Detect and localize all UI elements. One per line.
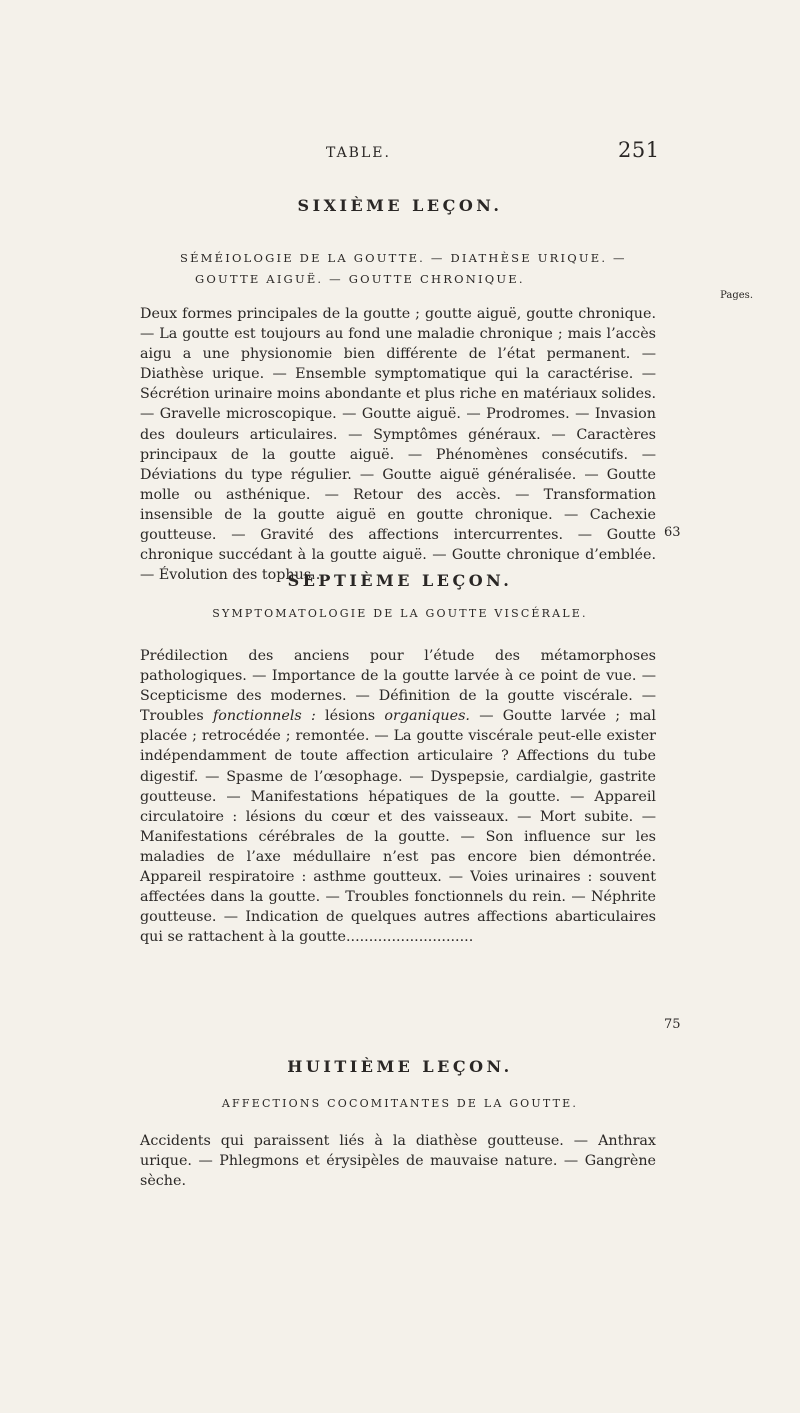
lesson-8-subtitle: AFFECTIONS COCOMITANTES DE LA GOUTTE. [221,1097,579,1110]
running-head [0,138,800,169]
lesson-7-subtitle: SYMPTOMATOLOGIE DE LA GOUTTE VISCÉRALE. [212,607,588,620]
lesson-6-summary: Deux formes principales de la goutte ; goutte aiguë, goutte chronique. — La goutte est toujours au fond une maladie chronique ; mais l’accès aigu a une physionomie bien différente de l’état permanent. — Diathèse urique. — Ensemble symptomatique qui la caractérise. — Sécrétion urinaire moins abondante et plus riche en matériaux solides. — Gravelle microscopique. — Goutte aiguë. — Prodromes. — Invasion des douleurs articulaires. — Symptômes généraux. — Caractères principaux de la goutte aiguë. — Phénomènes consécutifs. — Déviations du type régulier. — Goutte aiguë généralisée. — Goutte molle ou asthénique. — Retour des accès. — Transformation insensible de la goutte aiguë en goutte chronique. — Cachexie goutteuse. — Gravité des affections intercurrentes. — Goutte chronique succédant à la goutte aiguë. — Goutte chronique d’emblée. — Évolution des tophus.. [140,306,656,584]
lesson-7-summary [140,646,656,947]
lesson-6-subtitle: SÉMÉIOLOGIE DE LA GOUTTE. — DIATHÈSE URIQUE. — GOUTTE AIGUË. — GOUTTE CHRONIQUE. [180,251,627,286]
lesson-7-summary-em2: organiques. [384,708,470,725]
lesson-7-summary-part1: Prédilection des anciens pour l’étude des métamorphoses pathologiques. — Importance de la goutte larvée à ce point de vue. — Scepticisme des modernes. — Définition de la goutte viscérale. — Troubles [140,648,656,725]
lesson-7-summary-part2: lésions [315,708,385,725]
lesson-8-summary: Accidents qui paraissent liés à la diathèse goutteuse. — Anthrax urique. — Phlegmons et érysipèles de mauvaise nature. — Gangrène sèche. [140,1133,656,1190]
lesson-8 [0,1056,800,1078]
lesson-7-title: SEPTIÈME LEÇON. [287,571,513,590]
lesson-6-title: SIXIÈME LEÇON. [297,196,503,215]
lesson-7-summary-em1: fonctionnels : [212,708,316,725]
pages-label: Pages. [720,290,753,301]
lesson-7-page-ref: 75 [664,1017,681,1032]
page-number: 251 [618,138,660,162]
lesson-7-summary-part3: — Goutte larvée ; mal placée ; retrocédée ; remontée. — La goutte viscérale peut-elle exister indépendamment de toute affection articulaire ? Affections du tube digestif. — Spasme de l’œsophage. — Dyspepsie, cardialgie, gastrite goutteuse. — Manifestations hépatiques de la goutte. — Appareil circulatoire : lésions du cœur et des vaisseaux. — Mort subite. — Manifestations cérébrales de la goutte. — Son influence sur les maladies de l’axe médullaire n’est pas encore bien démontrée. Appareil respiratoire : asthme goutteux. — Voies urinaires : souvent affectées dans la goutte. — Troubles fonctionnels du rein. — Néphrite goutteuse. — Indication de quelques autres affections abarticulaires qui se rattachent à la goutte............................ [140,708,657,946]
lesson-6-page-ref: 63 [664,525,681,540]
lesson-6 [0,195,800,217]
lesson-7 [0,570,800,592]
running-title: TABLE. [326,145,391,161]
lesson-8-title: HUITIÈME LEÇON. [287,1057,513,1076]
